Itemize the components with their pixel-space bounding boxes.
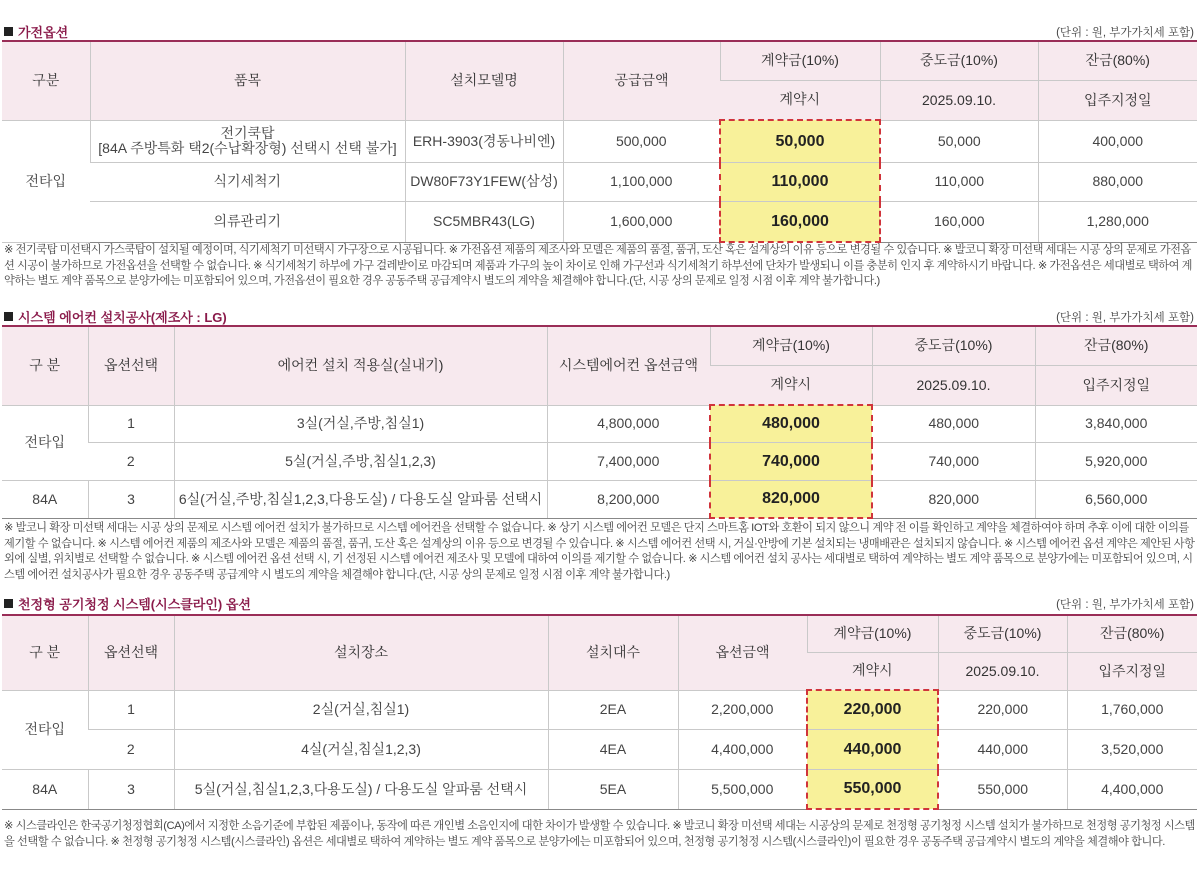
table-row — [2, 162, 1197, 201]
room-cell: 6실(거실,주방,침실1,2,3,다용도실) / 다용도실 알파룸 선택시 — [174, 480, 547, 518]
bullet-square-icon — [4, 27, 13, 36]
balance-cell: 880,000 — [1038, 162, 1197, 201]
header-category: 구분 — [2, 41, 90, 120]
middle-cell: 50,000 — [880, 120, 1038, 162]
header-amount: 옵션금액 — [678, 615, 807, 690]
table-row — [2, 405, 1197, 442]
header-category: 구 분 — [2, 326, 88, 405]
amount-cell: 5,500,000 — [678, 769, 807, 809]
contract-cell: 160,000 — [720, 201, 880, 242]
middle-cell: 160,000 — [880, 201, 1038, 242]
contract-cell: 110,000 — [720, 162, 880, 201]
section-title-text: 시스템 에어컨 설치공사(제조사 : LG) — [18, 310, 227, 325]
item-note: [84A 주방특화 택2(수납확장형) 선택시 선택 불가] — [98, 140, 397, 156]
appliance-table — [2, 40, 1197, 243]
middle-cell: 740,000 — [872, 442, 1035, 480]
item-cell: 식기세척기 — [90, 162, 405, 201]
place-cell: 2실(거실,침실1) — [174, 690, 548, 729]
room-cell: 5실(거실,주방,침실1,2,3) — [174, 442, 547, 480]
group-label: 전타입 — [2, 405, 88, 480]
air-purifier-note: ※ 시스클라인은 한국공기청정협회(CA)에서 지정한 소음기준에 부합된 제품이나, 동작에 따른 개인별 소음인지에 대한 차이가 발생할 수 있습니다. ※ 발코니 확장 미선택 세대는 시공상의 문제로 천정형 공기청정 시스템 설치가 불가하므로 천정형 공기청정 시스템을 선택할 수 없습니다. ※ 천정형 공기청정 시스템(시스클라인) 옵션은 세대별로 택하여 계약하는 별도 계약 품목으로 분양가에는 미포함되어 있으며, 천정형 공기청정 시스템(시스클라인)이 필요한 경우 공동주택 공급계약시 별도의 계약을 체결해야 합니다. — [4, 820, 1195, 848]
place-cell: 5실(거실,침실1,2,3,다용도실) / 다용도실 알파룸 선택시 — [174, 769, 548, 809]
header-balance: 잔금(80%) — [1038, 41, 1197, 80]
supply-cell: 1,100,000 — [563, 162, 720, 201]
contract-cell: 820,000 — [710, 480, 872, 518]
table-row — [2, 442, 1197, 480]
item-cell: 의류관리기 — [90, 201, 405, 242]
middle-cell: 440,000 — [938, 729, 1067, 769]
balance-cell: 5,920,000 — [1035, 442, 1197, 480]
header-model: 설치모델명 — [405, 41, 563, 120]
amount-cell: 8,200,000 — [547, 480, 710, 518]
amount-cell: 7,400,000 — [547, 442, 710, 480]
header-contract-sub: 계약시 — [807, 652, 938, 690]
option-cell: 2 — [88, 442, 174, 480]
header-balance-sub: 입주지정일 — [1067, 652, 1197, 690]
header-balance: 잔금(80%) — [1035, 326, 1197, 365]
aircon-note: ※ 발코니 확장 미선택 세대는 시공 상의 문제로 시스템 에어컨 설치가 불가하므로 시스템 에어컨을 선택할 수 없습니다. ※ 상기 시스템 에어컨 모델은 단지 스마트홈 IOT와 호환이 되지 않으니 계약 전 이를 확인하고 계약을 체결하여야 하며 추후 이에 대한 이의를 제기할 수 없습니다. ※ 시스템 에어컨 제품의 제조사와 모델은 제품의 품절, 품귀, 도산 혹은 설계상의 이유 등으로 변경될 수 있습니다. ※ 시스템 에어컨 선택 시, 거실·안방에 기본 설치되는 냉매배관은 설치되지 않습니다. ※ 시스템 에어컨 옵션 계약은 제안된 사항 외에 실별, 위치별로 선택할 수 없습니다. ※ 시스템 에어컨 옵션 선택 시, 기 선정된 시스템 에어컨 제조사 및 모델에 대하여 이의를 제기할 수 없습니다. ※ 시스템 에어컨 설치 공사는 세대별로 택하여 계약하는 별도 계약 품목으로 분양가에는 미포함되어 있으며, 시스템 에어컨 설치공사가 필요한 경우 공동주택 공급계약 시 별도의 계약을 체결해야 합니다.(단, 시공 상의 문제로 일정 시점 이후 계약 불가합니다.) — [4, 522, 1195, 581]
header-contract: 계약금(10%) — [710, 326, 872, 365]
section-title-text: 가전옵션 — [18, 25, 69, 40]
count-cell: 4EA — [548, 729, 678, 769]
header-supply: 공급금액 — [563, 41, 720, 120]
appliance-note: ※ 전기쿡탑 미선택시 가스쿡탑이 설치될 예정이며, 식기세척기 미선택시 가구장으로 시공됩니다. ※ 가전옵션 제품의 제조사와 모델은 제품의 품절, 품귀, 도산 혹은 설계상의 이유 등으로 변경될 수 있습니다. ※ 발코니 확장 미선택 세대는 시공 상의 문제로 가전옵션 시공이 불가하므로 가전옵션을 선택할 수 없습니다. ※ 식기세척기 하부에 가구 걸레받이로 마감되며 제품과 가구의 높이 차이로 인해 가구선과 식기세척기 하부선에 단차가 발생되니 이를 충분히 인지 후 계약하시기 바랍니다. ※ 가전옵션은 세대별로 택하여 계약하는 별도 계약 품목으로 분양가에는 미포함되어 있으며, 가전옵션이 필요한 경우 공동주택 공급계약시 별도의 계약을 체결해야 합니다.(단, 시공 상의 문제로 일정 시점 이후 계약 불가합니다.) — [4, 244, 1193, 287]
header-category: 구 분 — [2, 615, 88, 690]
header-count: 설치대수 — [548, 615, 678, 690]
middle-cell: 480,000 — [872, 405, 1035, 442]
group-label: 84A — [2, 769, 88, 809]
table-row — [2, 690, 1197, 729]
count-cell: 2EA — [548, 690, 678, 729]
header-contract: 계약금(10%) — [720, 41, 880, 80]
header-middle: 중도금(10%) — [938, 615, 1067, 652]
balance-cell: 400,000 — [1038, 120, 1197, 162]
header-middle: 중도금(10%) — [880, 41, 1038, 80]
amount-cell: 2,200,000 — [678, 690, 807, 729]
middle-cell: 110,000 — [880, 162, 1038, 201]
header-middle-sub: 2025.09.10. — [938, 652, 1067, 690]
section-title-appliance — [4, 22, 68, 41]
aircon-table — [2, 325, 1197, 519]
table-row — [2, 769, 1197, 809]
bullet-square-icon — [4, 599, 13, 608]
header-middle-sub: 2025.09.10. — [872, 365, 1035, 405]
balance-cell: 1,760,000 — [1067, 690, 1197, 729]
supply-cell: 1,600,000 — [563, 201, 720, 242]
header-contract-sub: 계약시 — [720, 80, 880, 120]
unit-label: (단위 : 원, 부가가치세 포함) — [1056, 599, 1194, 611]
option-cell: 3 — [88, 480, 174, 518]
amount-cell: 4,400,000 — [678, 729, 807, 769]
contract-cell: 220,000 — [807, 690, 938, 729]
section-title-text: 천정형 공기청정 시스템(시스클라인) 옵션 — [18, 597, 251, 612]
table-row — [2, 120, 1197, 162]
air-purifier-table — [2, 614, 1197, 810]
contract-cell: 550,000 — [807, 769, 938, 809]
table-row — [2, 201, 1197, 242]
option-cell: 1 — [88, 405, 174, 442]
model-cell: DW80F73Y1FEW(삼성) — [405, 162, 563, 201]
header-balance-sub: 입주지정일 — [1035, 365, 1197, 405]
header-middle: 중도금(10%) — [872, 326, 1035, 365]
supply-cell: 500,000 — [563, 120, 720, 162]
count-cell: 5EA — [548, 769, 678, 809]
option-cell: 2 — [88, 729, 174, 769]
item-name: 전기쿡탑 — [220, 125, 275, 141]
contract-cell: 50,000 — [720, 120, 880, 162]
model-cell: ERH-3903(경동나비엔) — [405, 120, 563, 162]
header-item: 품목 — [90, 41, 405, 120]
header-contract-sub: 계약시 — [710, 365, 872, 405]
table-row — [2, 480, 1197, 518]
balance-cell: 3,520,000 — [1067, 729, 1197, 769]
bullet-square-icon — [4, 312, 13, 321]
unit-label: (단위 : 원, 부가가치세 포함) — [1056, 27, 1194, 39]
section-title-aircon — [4, 307, 227, 326]
header-contract: 계약금(10%) — [807, 615, 938, 652]
header-balance-sub: 입주지정일 — [1038, 80, 1197, 120]
contract-cell: 740,000 — [710, 442, 872, 480]
header-amount: 시스템에어컨 옵션금액 — [547, 326, 710, 405]
model-cell: SC5MBR43(LG) — [405, 201, 563, 242]
section-title-air-purifier — [4, 594, 251, 613]
middle-cell: 220,000 — [938, 690, 1067, 729]
unit-label: (단위 : 원, 부가가치세 포함) — [1056, 312, 1194, 324]
option-cell: 1 — [88, 690, 174, 729]
middle-cell: 820,000 — [872, 480, 1035, 518]
middle-cell: 550,000 — [938, 769, 1067, 809]
option-cell: 3 — [88, 769, 174, 809]
balance-cell: 4,400,000 — [1067, 769, 1197, 809]
place-cell: 4실(거실,침실1,2,3) — [174, 729, 548, 769]
header-place: 설치장소 — [174, 615, 548, 690]
contract-cell: 480,000 — [710, 405, 872, 442]
header-option: 옵션선택 — [88, 615, 174, 690]
balance-cell: 6,560,000 — [1035, 480, 1197, 518]
header-middle-sub: 2025.09.10. — [880, 80, 1038, 120]
contract-cell: 440,000 — [807, 729, 938, 769]
header-option: 옵션선택 — [88, 326, 174, 405]
group-label: 전타입 — [2, 120, 90, 242]
room-cell: 3실(거실,주방,침실1) — [174, 405, 547, 442]
balance-cell: 1,280,000 — [1038, 201, 1197, 242]
table-row — [2, 729, 1197, 769]
amount-cell: 4,800,000 — [547, 405, 710, 442]
item-cell — [90, 120, 405, 162]
header-balance: 잔금(80%) — [1067, 615, 1197, 652]
header-room: 에어컨 설치 적용실(실내기) — [174, 326, 547, 405]
group-label: 84A — [2, 480, 88, 518]
group-label: 전타입 — [2, 690, 88, 769]
balance-cell: 3,840,000 — [1035, 405, 1197, 442]
